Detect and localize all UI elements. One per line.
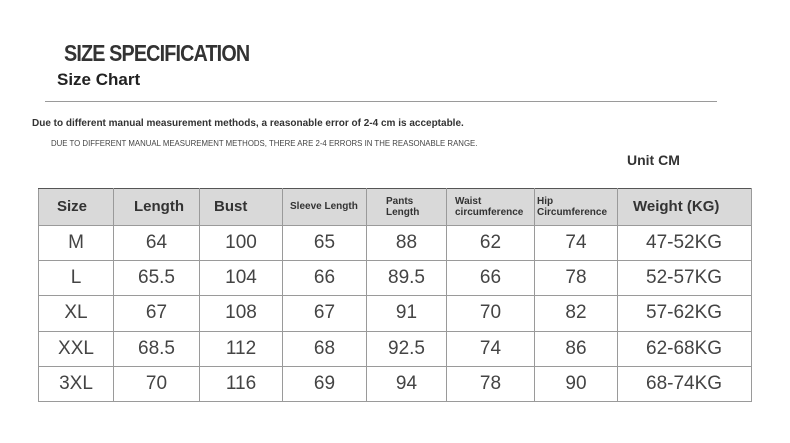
table-row xyxy=(39,226,752,261)
cell-hip: 78 xyxy=(535,261,618,296)
page-title: SIZE SPECIFICATION xyxy=(64,40,250,66)
cell-weight: 52-57KG xyxy=(618,261,752,296)
cell-pants-length: 89.5 xyxy=(367,261,447,296)
cell-weight: 68-74KG xyxy=(618,366,752,401)
cell-pants-length: 88 xyxy=(367,226,447,261)
header-waist-circumference xyxy=(447,189,535,226)
divider xyxy=(45,101,717,102)
cell-sleeve-length: 66 xyxy=(283,261,367,296)
cell-bust: 100 xyxy=(200,226,283,261)
cell-weight: 62-68KG xyxy=(618,331,752,366)
measurement-note: Due to different manual measurement methods, a reasonable error of 2-4 cm is acceptable. xyxy=(32,118,464,129)
header-size: Size xyxy=(39,189,114,226)
header-waist-line2: circumference xyxy=(455,207,524,218)
cell-sleeve-length: 67 xyxy=(283,296,367,331)
cell-length: 67 xyxy=(114,296,200,331)
header-hip-line1: Hip xyxy=(537,195,554,207)
unit-label: Unit CM xyxy=(627,152,680,168)
header-hip-circumference xyxy=(535,189,618,226)
table-body xyxy=(39,226,752,402)
table-row xyxy=(39,331,752,366)
cell-size: 3XL xyxy=(39,366,114,401)
cell-size: XXL xyxy=(39,331,114,366)
cell-bust: 108 xyxy=(200,296,283,331)
cell-hip: 90 xyxy=(535,366,618,401)
cell-hip: 86 xyxy=(535,331,618,366)
cell-weight: 57-62KG xyxy=(618,296,752,331)
cell-sleeve-length: 68 xyxy=(283,331,367,366)
cell-length: 70 xyxy=(114,366,200,401)
cell-length: 68.5 xyxy=(114,331,200,366)
cell-pants-length: 92.5 xyxy=(367,331,447,366)
cell-size: L xyxy=(39,261,114,296)
table-row xyxy=(39,296,752,331)
header-length: Length xyxy=(114,189,200,226)
cell-size: M xyxy=(39,226,114,261)
header-waist-line1: Waist xyxy=(455,195,482,207)
page-subtitle: Size Chart xyxy=(57,70,141,89)
cell-length: 64 xyxy=(114,226,200,261)
cell-waist: 66 xyxy=(447,261,535,296)
header-pants-length xyxy=(367,189,447,226)
cell-sleeve-length: 65 xyxy=(283,226,367,261)
cell-bust: 116 xyxy=(200,366,283,401)
cell-waist: 78 xyxy=(447,366,535,401)
cell-sleeve-length: 69 xyxy=(283,366,367,401)
header-hip-line2: Circumference xyxy=(537,207,608,218)
cell-pants-length: 94 xyxy=(367,366,447,401)
cell-size: XL xyxy=(39,296,114,331)
cell-hip: 74 xyxy=(535,226,618,261)
size-chart-table xyxy=(38,188,752,402)
cell-waist: 62 xyxy=(447,226,535,261)
table-row xyxy=(39,366,752,401)
cell-weight: 47-52KG xyxy=(618,226,752,261)
cell-waist: 70 xyxy=(447,296,535,331)
measurement-note-caps: DUE TO DIFFERENT MANUAL MEASUREMENT METHODS, THERE ARE 2-4 ERRORS IN THE REASONABLE RANGE. xyxy=(51,138,478,148)
cell-length: 65.5 xyxy=(114,261,200,296)
cell-bust: 104 xyxy=(200,261,283,296)
cell-bust: 112 xyxy=(200,331,283,366)
header-bust: Bust xyxy=(200,189,283,226)
header-pants-line2: Length xyxy=(386,207,420,218)
header-weight: Weight (KG) xyxy=(618,189,752,226)
cell-waist: 74 xyxy=(447,331,535,366)
header-sleeve-length: Sleeve Length xyxy=(283,189,367,226)
table-header-row xyxy=(39,189,752,226)
header-pants-line1: Pants xyxy=(386,195,414,207)
table-row xyxy=(39,261,752,296)
cell-pants-length: 91 xyxy=(367,296,447,331)
cell-hip: 82 xyxy=(535,296,618,331)
